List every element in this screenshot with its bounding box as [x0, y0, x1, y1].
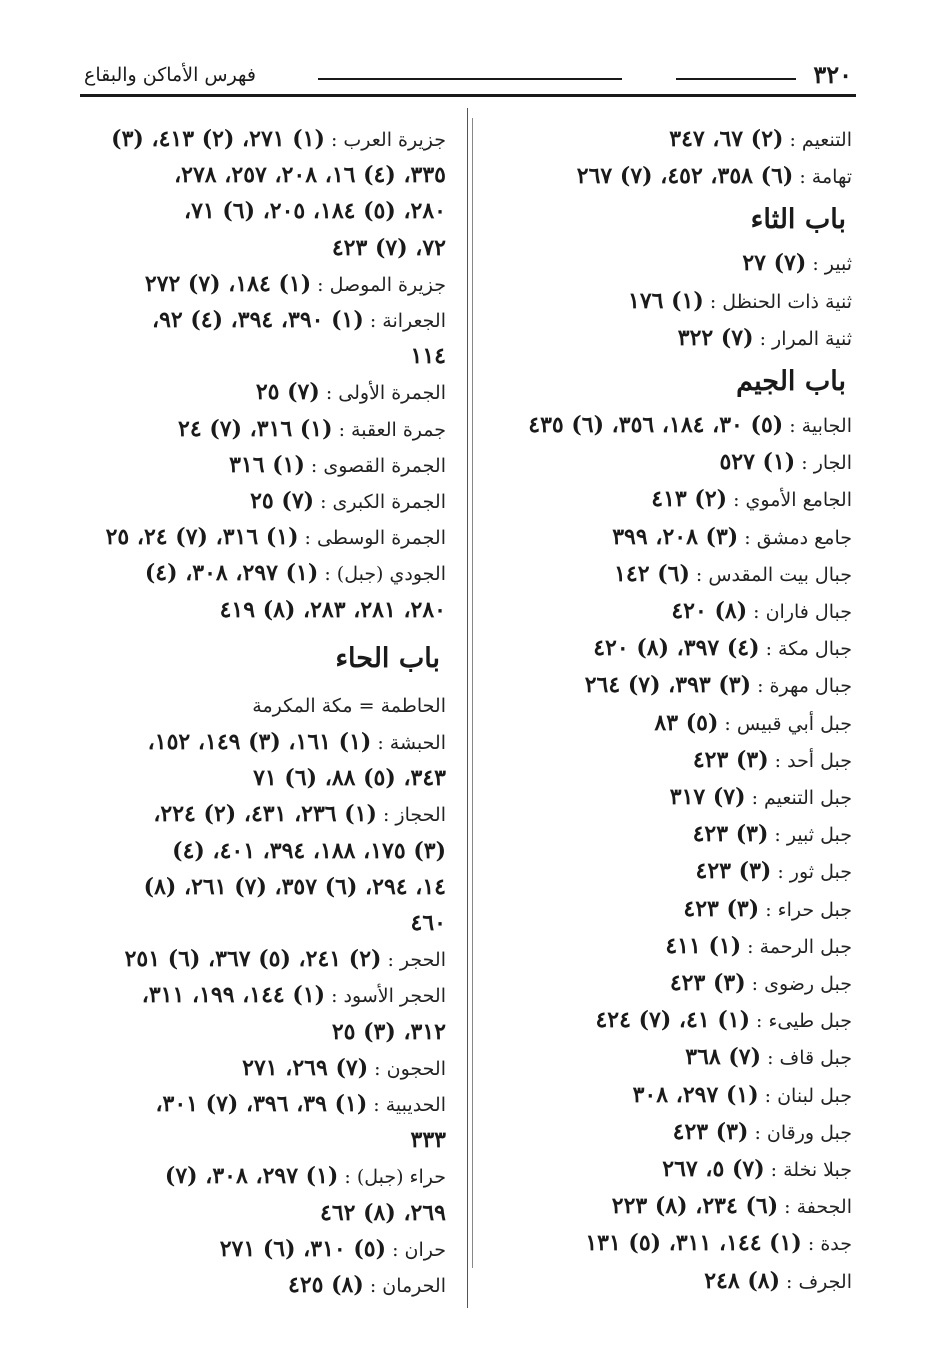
index-entry	[662, 1154, 852, 1184]
index-entry	[145, 558, 446, 588]
entry-term: جبل قاف :	[761, 1047, 852, 1070]
index-entry-continuation	[172, 836, 446, 866]
index-entry	[673, 1117, 852, 1147]
entry-references: (٣) ١٧٥، ١٨٨، ٣٩٤، ٤٠١، (٤)	[172, 837, 446, 864]
entry-references: (٢) ٤١٣	[651, 486, 728, 513]
entry-term: الجمرة الأولى :	[319, 382, 446, 405]
index-entry	[670, 782, 852, 812]
entry-references: (٣) ٤٢٣	[692, 746, 769, 773]
entry-references: (٧) ٣٦٨	[685, 1044, 762, 1071]
column-divider	[472, 118, 473, 1268]
entry-references: (٣) ٤٢٣	[692, 821, 769, 848]
entry-references: (٧) ٢٦٩، ٢٧١	[242, 1054, 369, 1081]
entry-term: جبل حراء :	[759, 898, 852, 921]
entry-term: الحجر الأسود :	[325, 985, 446, 1008]
entry-term: الجرف :	[780, 1270, 852, 1293]
entry-references: (٤) ٣٩٧، (٨) ٤٢٠	[593, 635, 760, 662]
entry-term: جزيرة العرب :	[324, 129, 446, 151]
column-divider	[467, 108, 468, 1308]
index-entry	[696, 856, 852, 886]
entry-term: الجمرة الوسطى :	[298, 527, 446, 550]
entry-term: التنعيم :	[783, 129, 852, 151]
entry-references: (٧) ٣٢٢	[677, 324, 754, 351]
index-entry	[651, 484, 852, 514]
entry-references: (١) ٣٩، ٣٩٦، (٧) ٣٠١،	[155, 1091, 368, 1117]
entry-term: حران :	[386, 1238, 446, 1261]
entry-term: الجمرة القصوى :	[304, 454, 446, 477]
index-entry-continuation	[332, 233, 446, 263]
entry-term: الجعرانة :	[363, 310, 446, 332]
entry-term: جبل ثبير :	[768, 824, 852, 847]
entry-references: (٣) ٤٢٣	[669, 970, 746, 996]
index-entry	[704, 1266, 852, 1296]
entry-term: جبل طيىء :	[749, 1010, 852, 1033]
entry-references: (٢) ٦٧، ٣٤٧	[669, 126, 784, 152]
entry-term: جمرة العقبة :	[332, 418, 446, 441]
index-entry	[585, 1228, 852, 1258]
index-entry	[152, 305, 446, 335]
entry-references: ٧٢، (٧) ٤٢٣	[331, 234, 446, 261]
entry-term: جبل رضوى :	[745, 973, 852, 995]
entry-references: (١) ٢٩٧، ٣٠٨، (٤)	[144, 560, 319, 587]
index-entry	[685, 1042, 852, 1072]
entry-references: (٧) ٥، ٢٦٧	[662, 1156, 765, 1182]
entry-references: (٧) ٣١٧	[669, 784, 746, 810]
index-entry-continuation	[220, 595, 446, 625]
entry-term: جبال مهرة :	[751, 675, 852, 698]
entry-references: (١) ٣١٦، (٧) ٢٤	[178, 415, 333, 442]
index-entry	[628, 286, 852, 316]
index-entry	[612, 1191, 852, 1221]
entry-term: الحديبية :	[367, 1094, 446, 1116]
entry-references: (١) ٢٧١، (٢) ٤١٣، (٣)	[111, 126, 325, 152]
entry-term: جبل التنعيم :	[745, 787, 852, 809]
entry-term: جبال مكة :	[759, 638, 852, 661]
entry-references: ٣١٢، (٣) ٢٥	[331, 1018, 446, 1045]
entry-references: (٧) ٢٥	[255, 379, 320, 406]
index-entry	[148, 727, 446, 757]
entry-references: ١٤، ٢٩٤، (٦) ٣٥٧، (٧) ٢٦١، (٨)	[143, 873, 446, 900]
entry-references: (١) ٤١، (٧) ٤٢٤	[595, 1007, 750, 1034]
entry-references: (١) ١٤٤، ٣١١، (٥) ١٣١	[585, 1230, 802, 1257]
entry-references: (١) ٥٢٧	[719, 449, 796, 476]
entry-references: (٦) ٢٣٤، (٨) ٢٢٣	[611, 1193, 779, 1220]
entry-term: جدة :	[801, 1233, 852, 1256]
index-entry	[111, 124, 446, 154]
entry-references: (١) ٢٣٦، ٤٣١، (٢) ٢٢٤،	[153, 801, 377, 828]
index-entry-continuation	[253, 763, 446, 793]
index-entry	[125, 944, 446, 974]
index-entry	[654, 708, 852, 738]
index-entry	[165, 1161, 446, 1191]
index-entry-continuation	[174, 160, 446, 190]
page-number: ٣٢٠	[813, 60, 852, 89]
header-dash	[318, 78, 622, 80]
section-heading: باب الحاء	[335, 642, 440, 674]
index-entry	[693, 745, 852, 775]
entry-references: (٧) ٢٥	[250, 488, 315, 514]
index-entry	[250, 486, 446, 516]
entry-term: جبل أبي قبيس :	[718, 712, 852, 735]
index-entry-continuation	[332, 1017, 446, 1047]
entry-term: الحرمان :	[363, 1275, 446, 1297]
entry-term: الحاطمة = مكة المكرمة	[252, 694, 446, 717]
index-entry	[719, 447, 852, 477]
entry-term: جبال بيت المقدس :	[689, 563, 852, 586]
section-heading: باب الجيم	[736, 366, 846, 397]
entry-references: (١) ١٧٦	[628, 287, 704, 314]
index-entry	[683, 894, 852, 924]
index-entry	[585, 670, 852, 700]
entry-references: (١) ٣١٦، (٧) ٢٤، ٢٥	[105, 524, 299, 551]
index-entry	[178, 414, 446, 444]
entry-references: (٣) ٤٢٣	[672, 1118, 749, 1145]
entry-references: (٢) ٢٤١، (٥) ٣٦٧، (٦) ٢٥١	[124, 946, 382, 973]
entry-references: (٨) ٤٢٠	[671, 598, 748, 624]
index-entry	[678, 323, 852, 353]
index-entry-continuation	[411, 908, 446, 938]
index-entry	[142, 980, 446, 1010]
entry-term: الجحفة :	[778, 1196, 852, 1219]
entry-term: جبلا نخلة :	[764, 1159, 852, 1181]
entry-references: ٢٨٠، ٢٨١، ٢٨٣، (٨) ٤١٩	[219, 596, 446, 623]
index-entry-continuation	[320, 1198, 446, 1228]
entry-references: (٨) ٤٢٥	[288, 1272, 364, 1298]
entry-references: (٧) ٢٧	[742, 250, 807, 277]
index-entry	[256, 377, 446, 407]
entry-references: (٥) ٨٣	[654, 709, 719, 736]
entry-references: ١١٤	[410, 343, 446, 370]
index-entry	[614, 559, 852, 589]
running-header	[80, 58, 856, 92]
entry-term: تهامة :	[793, 166, 852, 189]
entry-term: الجار :	[795, 452, 852, 475]
index-entry	[670, 968, 852, 998]
entry-references: ٣٤٣، (٥) ٨٨، (٦) ٧١	[253, 765, 446, 792]
entry-term: الحجر :	[381, 949, 446, 972]
entry-term: الحجون :	[368, 1057, 446, 1080]
entry-references: (١) ٤١١	[665, 932, 742, 959]
entry-term: ثبير :	[806, 253, 852, 276]
entry-references: (١) ٢٩٧، ٣٠٨	[632, 1081, 759, 1108]
index-entry	[153, 799, 446, 829]
entry-term: جزيرة الموصل :	[311, 273, 446, 296]
entry-term: الحبشة :	[371, 732, 446, 754]
entry-references: (١) ١٤٤، ١٩٩، ٣١١،	[141, 982, 326, 1009]
index-entry	[633, 1080, 852, 1110]
index-entry	[106, 522, 446, 552]
index-entry	[252, 691, 446, 721]
index-entry-continuation	[411, 341, 446, 371]
entry-term: ثنية المرار :	[753, 327, 852, 350]
index-entry-continuation	[411, 1125, 446, 1155]
index-entry	[693, 819, 852, 849]
entry-references: (١) ٣٩٠، ٣٩٤، (٤) ٩٢،	[151, 307, 364, 333]
header-dash	[676, 78, 796, 80]
entry-references: (٣) ٣٩٣، (٧) ٢٦٤	[584, 672, 752, 699]
entry-term: جبال فاران :	[747, 601, 852, 623]
entry-references: (٦) ٣٥٨، ٤٥٢، (٧) ٢٦٧	[576, 163, 794, 190]
entry-term: جبل ثور :	[771, 861, 852, 884]
entry-term: جبل الرحمة :	[741, 935, 852, 958]
entry-term: ثنية ذات الحنظل :	[703, 290, 852, 313]
entry-references: ٤٦٠	[410, 910, 446, 936]
entry-references: (٣) ٤٢٣	[683, 895, 760, 922]
entry-term: الحجاز :	[376, 804, 446, 827]
entry-references: (٥) ٣١٠، (٦) ٢٧١	[219, 1235, 387, 1262]
entry-term: جامع دمشق :	[738, 526, 852, 549]
index-entry	[671, 596, 852, 626]
entry-term: الجمرة الكبرى :	[314, 491, 446, 513]
index-entry	[288, 1270, 446, 1300]
index-entry	[528, 410, 852, 440]
entry-references: ٣٣٣	[410, 1127, 446, 1154]
index-entry	[612, 522, 852, 552]
index-entry	[595, 1005, 852, 1035]
entry-references: (٦) ١٤٢	[614, 560, 690, 587]
index-entry	[220, 1234, 446, 1264]
entry-references: (١) ١٦١، (٣) ١٤٩، ١٥٢،	[147, 729, 372, 755]
entry-term: الجامع الأموي :	[727, 489, 852, 512]
index-entry	[593, 633, 852, 663]
index-entry-continuation	[144, 872, 446, 902]
index-entry	[145, 269, 446, 299]
entry-term: جبل لبنان :	[758, 1084, 852, 1107]
index-entry	[577, 161, 852, 191]
entry-references: (٣) ٢٠٨، ٣٩٩	[612, 523, 739, 550]
entry-references: (٨) ٢٤٨	[704, 1267, 780, 1294]
entry-term: الجابية :	[783, 415, 852, 437]
entry-term: جبل أحد :	[768, 749, 852, 772]
entry-references: (١) ١٨٤، (٧) ٢٧٢	[144, 270, 312, 297]
entry-references: (١) ٢٩٧، ٣٠٨، (٧)	[164, 1163, 339, 1190]
running-title: فهرس الأماكن والبقاع	[84, 64, 256, 86]
entry-references: ٣٣٥، (٤) ١٦، ٢٠٨، ٢٥٧، ٢٧٨،	[174, 162, 446, 189]
entry-references: ٢٦٩، (٨) ٤٦٢	[320, 1199, 446, 1226]
entry-references: (٥) ٣٠، ١٨٤، ٣٥٦، (٦) ٤٣٥	[528, 412, 784, 438]
index-entry	[229, 450, 446, 480]
index-entry	[669, 124, 852, 154]
entry-term: حراء (جبل) :	[338, 1166, 446, 1189]
entry-term: جبل ورقان :	[748, 1121, 852, 1144]
section-heading: باب الثاء	[750, 204, 846, 236]
index-entry	[742, 248, 852, 278]
index-entry-continuation	[184, 196, 446, 226]
index-entry	[665, 931, 852, 961]
index-entry	[155, 1089, 446, 1119]
entry-references: (١) ٣١٦	[229, 451, 305, 478]
entry-references: ٢٨٠، (٥) ١٨٤، ٢٠٥، (٦) ٧١،	[183, 198, 446, 225]
header-rule	[80, 94, 856, 97]
entry-term: الجودي (جبل) :	[318, 563, 446, 586]
entry-references: (٣) ٤٢٣	[695, 858, 772, 885]
index-entry	[242, 1053, 446, 1083]
